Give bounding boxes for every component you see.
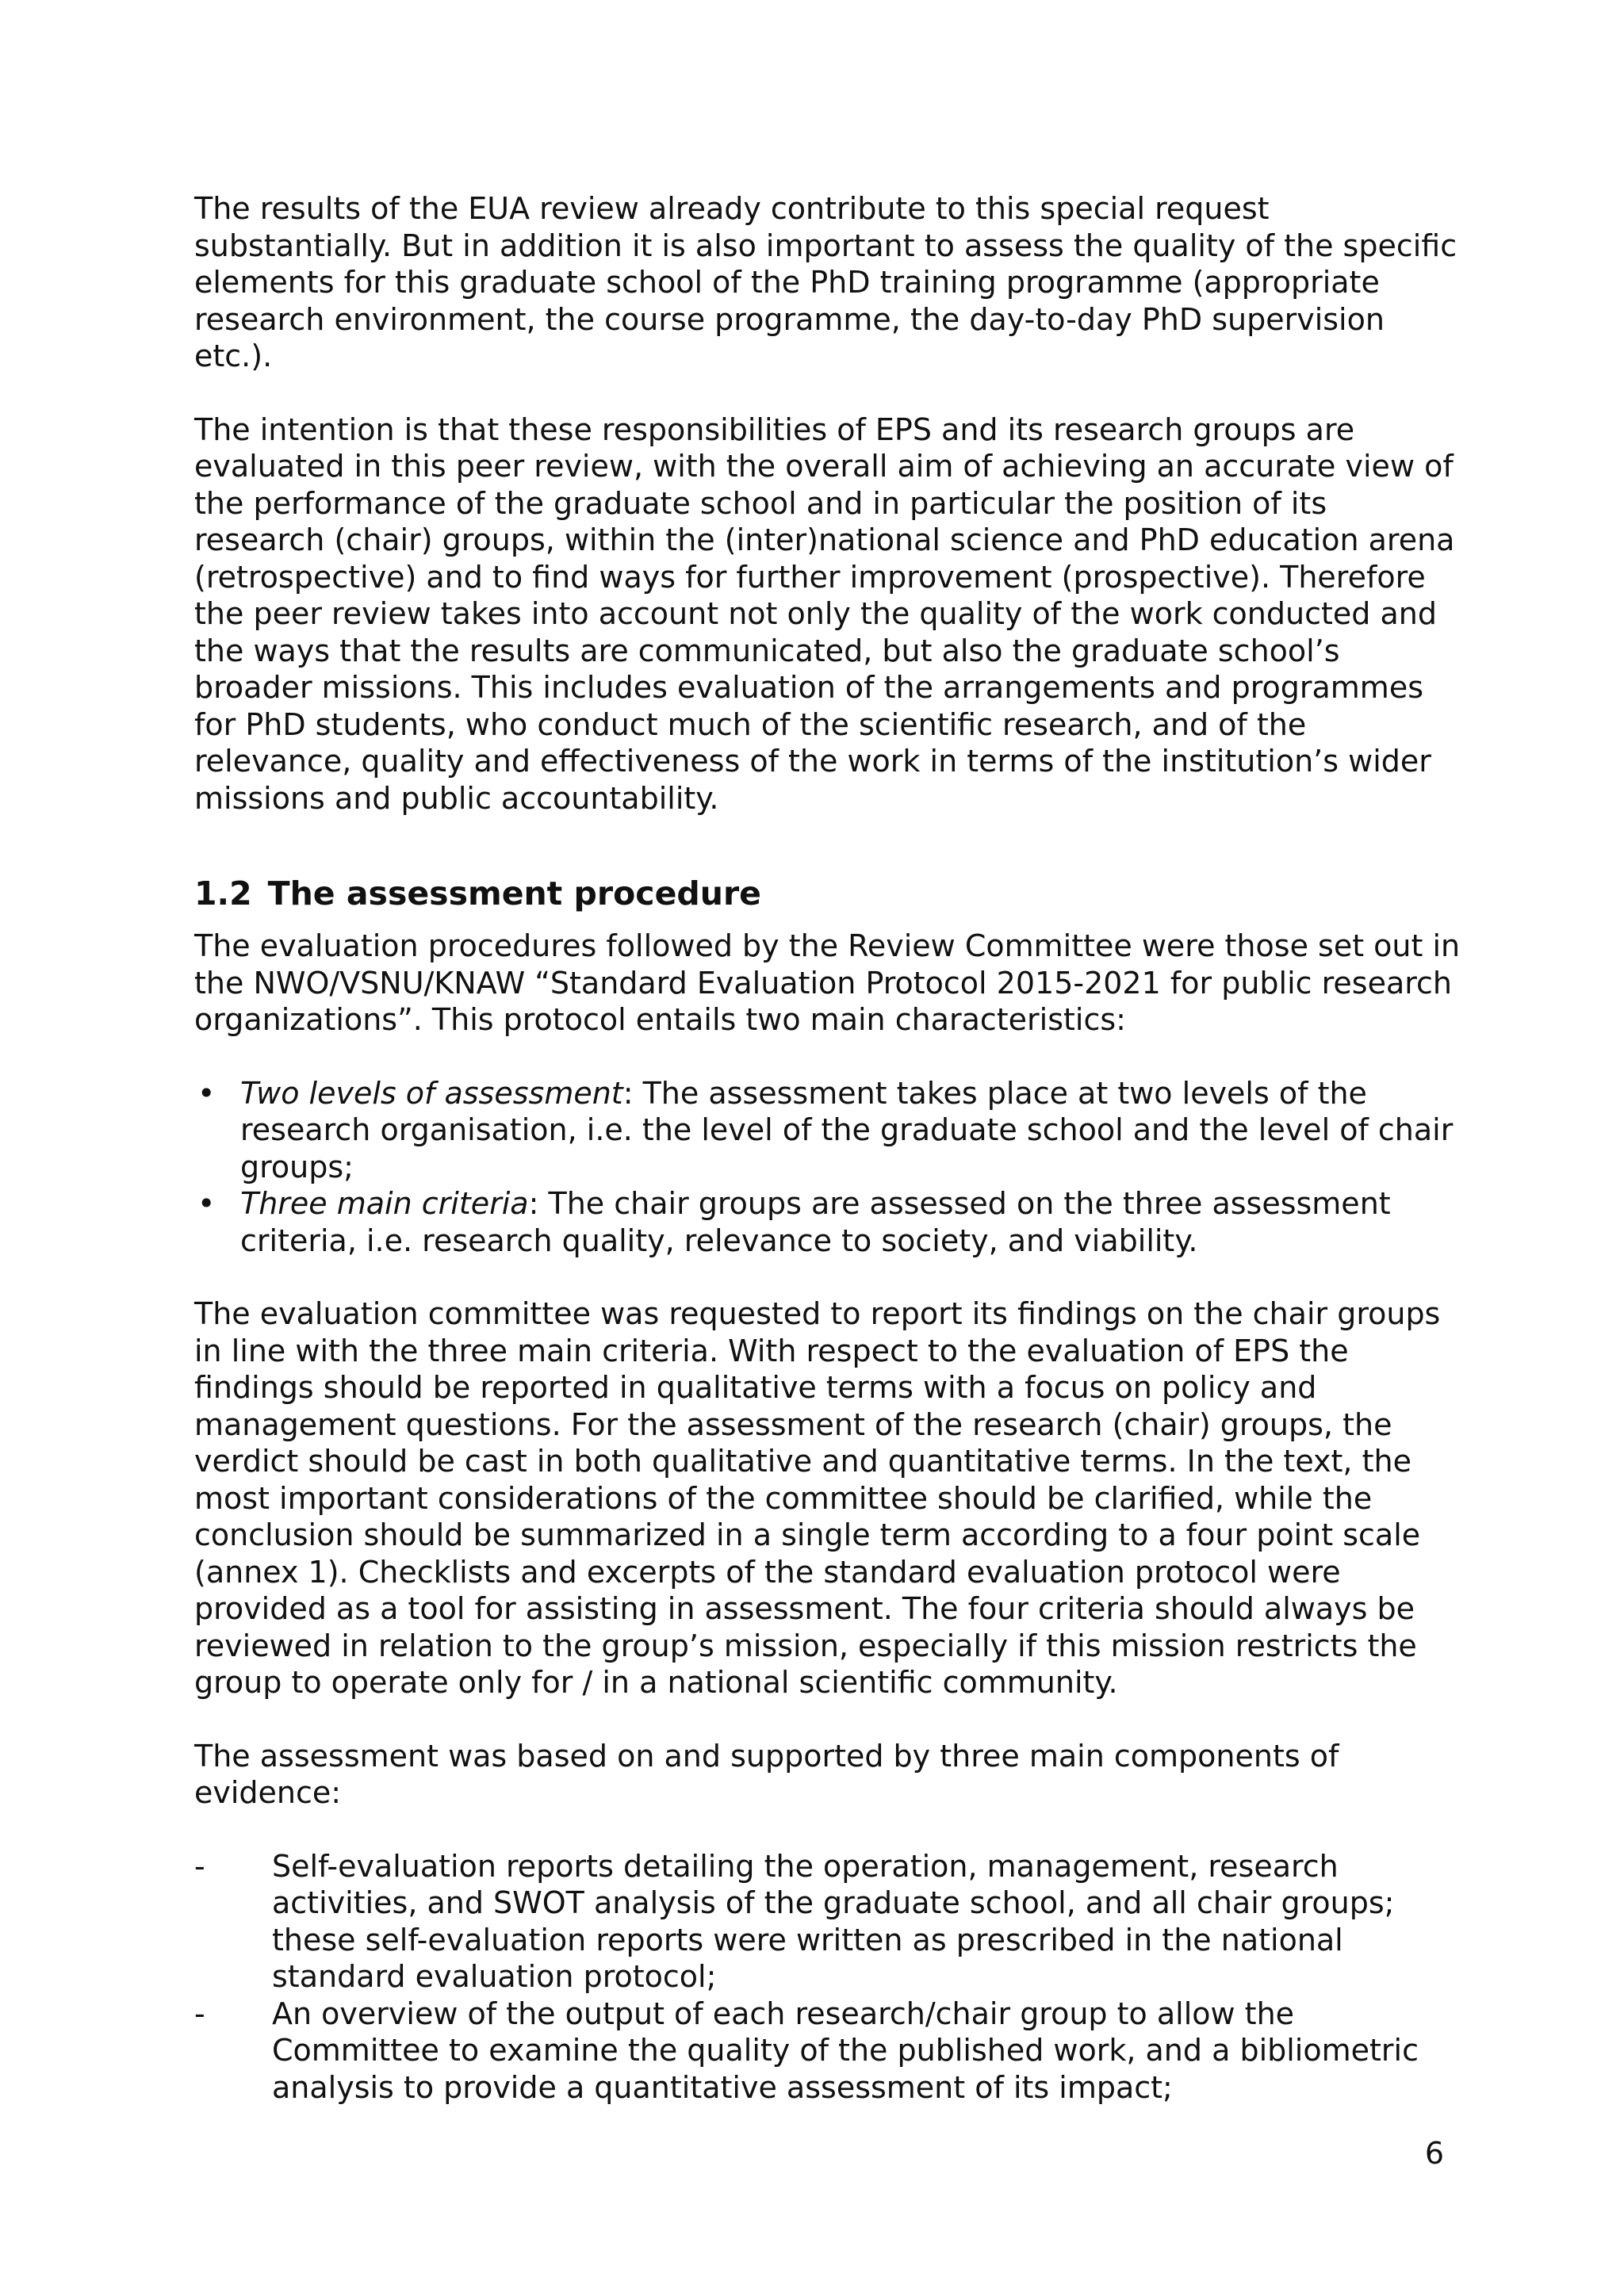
item-lead: Three main criteria <box>240 1186 529 1221</box>
bullet-marker: • <box>197 1186 216 1221</box>
committee-paragraph: The evaluation committee was requested to report its findings on the chair groups in line with the three main criteria. With respect to the evaluation of EPS the findings should be reported in qualitative terms with a focus on policy and management questions. For the assessment of the research (chair) groups, the verdict should be cast in both qualitative and quantitative terms. In the text, the most important considerations of the committee should be clarified, while the conclusion should be summarized in a single term according to a four point scale (annex 1). Checklists and excerpts of the standard evaluation protocol were provided as a tool for assisting in assessment. The four criteria should always be reviewed in relation to the group’s mission, especially if this mission restricts the group to operate only for / in a national scientific community. <box>194 1296 1441 1700</box>
dash-marker: - <box>194 1848 205 1884</box>
section-heading <box>194 874 1463 913</box>
item-lead: Two levels of assessment <box>240 1075 623 1111</box>
intro-paragraph: The results of the EUA review already contribute to this special request substantially. But in addition it is also important to assess the quality of the specific elements for this graduate school of the PhD training programme (appropriate research environment, the course programme, the day-to-day PhD supervision etc.). <box>194 191 1457 373</box>
characteristics-list <box>194 1075 1463 1260</box>
item-text: An overview of the output of each research/chair group to allow the Committee to examine the quality of the published work, and a bibliometric analysis to provide a quantitative assessment of its impact; <box>272 1996 1419 2105</box>
section-number: 1.2 <box>194 874 252 913</box>
list-item <box>194 1075 1463 1186</box>
item-text: Self-evaluation reports detailing the operation, management, research activities, and SWOT analysis of the graduate school, and all chair groups; these self-evaluation reports were written as prescribed in the national standard evaluation protocol; <box>272 1848 1395 1994</box>
item-text: : The chair groups are assessed on the three assessment criteria, i.e. research quality, relevance to society, and viability. <box>240 1186 1391 1258</box>
item-text: : The assessment takes place at two levels of the research organisation, i.e. the level of the graduate school and the level of chair groups; <box>240 1075 1454 1184</box>
procedure-paragraph: The evaluation procedures followed by the Review Committee were those set out in the NWO/VSNU/KNAW “Standard Evaluation Protocol 2015-2021 for public research organizations”. This protocol entails two main characteristics: <box>194 928 1461 1037</box>
list-item <box>194 1848 1463 1996</box>
list-item <box>194 1185 1463 1259</box>
section-title: The assessment procedure <box>267 874 761 913</box>
page-number: 6 <box>1424 2136 1444 2171</box>
bullet-marker: • <box>197 1075 216 1111</box>
list-item <box>194 1996 1463 2107</box>
evidence-paragraph: The assessment was based on and supported by three main components of evidence: <box>194 1738 1339 1810</box>
dash-marker: - <box>194 1996 205 2031</box>
document-page <box>194 190 1463 2106</box>
intention-paragraph: The intention is that these responsibilities of EPS and its research groups are evaluated in this peer review, with the overall aim of achieving an accurate view of the performance of the graduate school and in particular the position of its research (chair) groups, within the (inter)national science and PhD education arena (retrospective) and to find ways for further improvement (prospective). Therefore the peer review takes into account not only the quality of the work conducted and the ways that the results are communicated, but also the graduate school’s broader missions. This includes evaluation of the arrangements and programmes for PhD students, who conduct much of the scientific research, and of the relevance, quality and effectiveness of the work in terms of the institution’s wider missions and public accountability. <box>194 411 1455 816</box>
evidence-list <box>194 1848 1463 2107</box>
